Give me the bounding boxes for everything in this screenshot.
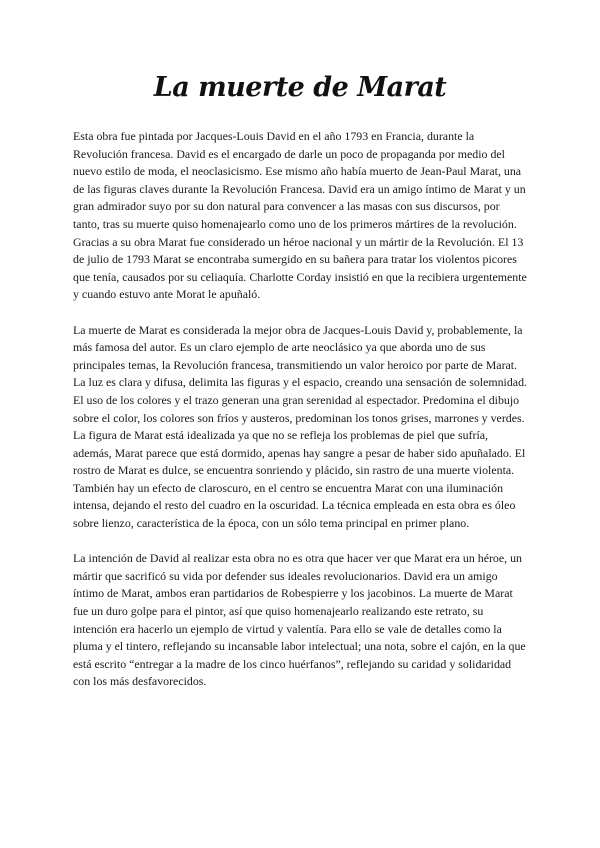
paragraph-3: La intención de David al realizar esta obra no es otra que hacer ver que Marat era un héroe, un mártir que sacrificó su vida por defender sus ideales revolucionarios. David era un amigo íntimo de Marat, ambos eran partidarios de Robespierre y los jacobinos. La muerte de Marat fue un duro golpe para el pintor, así que quiso homenajearlo realizando este retrato, su intención era hacerlo un ejemplo de virtud y valentía. Para ello se vale de detalles como la pluma y el tintero, reflejando su incansable labor intelectual; una nota, sobre el cajón, en la que está escrito “entregar a la madre de los cinco huérfanos”, reflejando su caridad y solidaridad con los más desfavorecidos. bbox=[73, 551, 526, 689]
paragraph-1: Esta obra fue pintada por Jacques-Louis David en el año 1793 en Francia, durante la Revolución francesa. David es el encargado de darle un poco de propaganda por medio del nuevo estilo de moda, el neoclasicismo. Ese mismo año había muerto de Jean-Paul Marat, una de las figuras claves durante la Revolución Francesa. David era un amigo íntimo de Marat y un gran admirador suyo por su don natural para convencer a las masas con sus discursos, por tanto, tras su muerte quiso homenajearlo como uno de los primeros mártires de la revolución. Gracias a su obra Marat fue considerado un héroe nacional y un mártir de la Revolución. El 13 de julio de 1793 Marat se encontraba sumergido en su bañera para tratar los violentos picores que tenía, causados por su celiaquía. Charlotte Corday insistió en que la recibiera urgentemente y cuando estuvo ante Morat le apuñaló. bbox=[73, 129, 527, 302]
body-text bbox=[73, 128, 529, 709]
page-title: La muerte de Marat bbox=[153, 72, 447, 103]
paragraph-2: La muerte de Marat es considerada la mejor obra de Jacques-Louis David y, probablemente, la más famosa del autor. Es un claro ejemplo de arte neoclásico ya que aborda uno de sus principales temas, la Revolución francesa, transmitiendo un valor heroico por parte de Marat. La luz es clara y difusa, delimita las figuras y el espacio, creando una sensación de solemnidad. El uso de los colores y el trazo generan una gran serenidad al espectador. Predomina el dibujo sobre el color, los colores son fríos y austeros, predominan los tonos grises, marrones y verdes. La figura de Marat está idealizada ya que no se refleja los problemas de piel que sufría, además, Marat parece que está dormido, apenas hay sangre a pesar de haber sido apuñalado. El rostro de Marat es dulce, se encuentra sonriendo y plácido, sin rastro de una muerte violenta. También hay un efecto de claroscuro, en el centro se encuentra Marat con una iluminación intensa, dejando el resto del cuadro en la oscuridad. La técnica empleada en esta obra es óleo sobre lienzo, característica de la época, con un sólo tema principal en primer plano. bbox=[73, 322, 527, 531]
